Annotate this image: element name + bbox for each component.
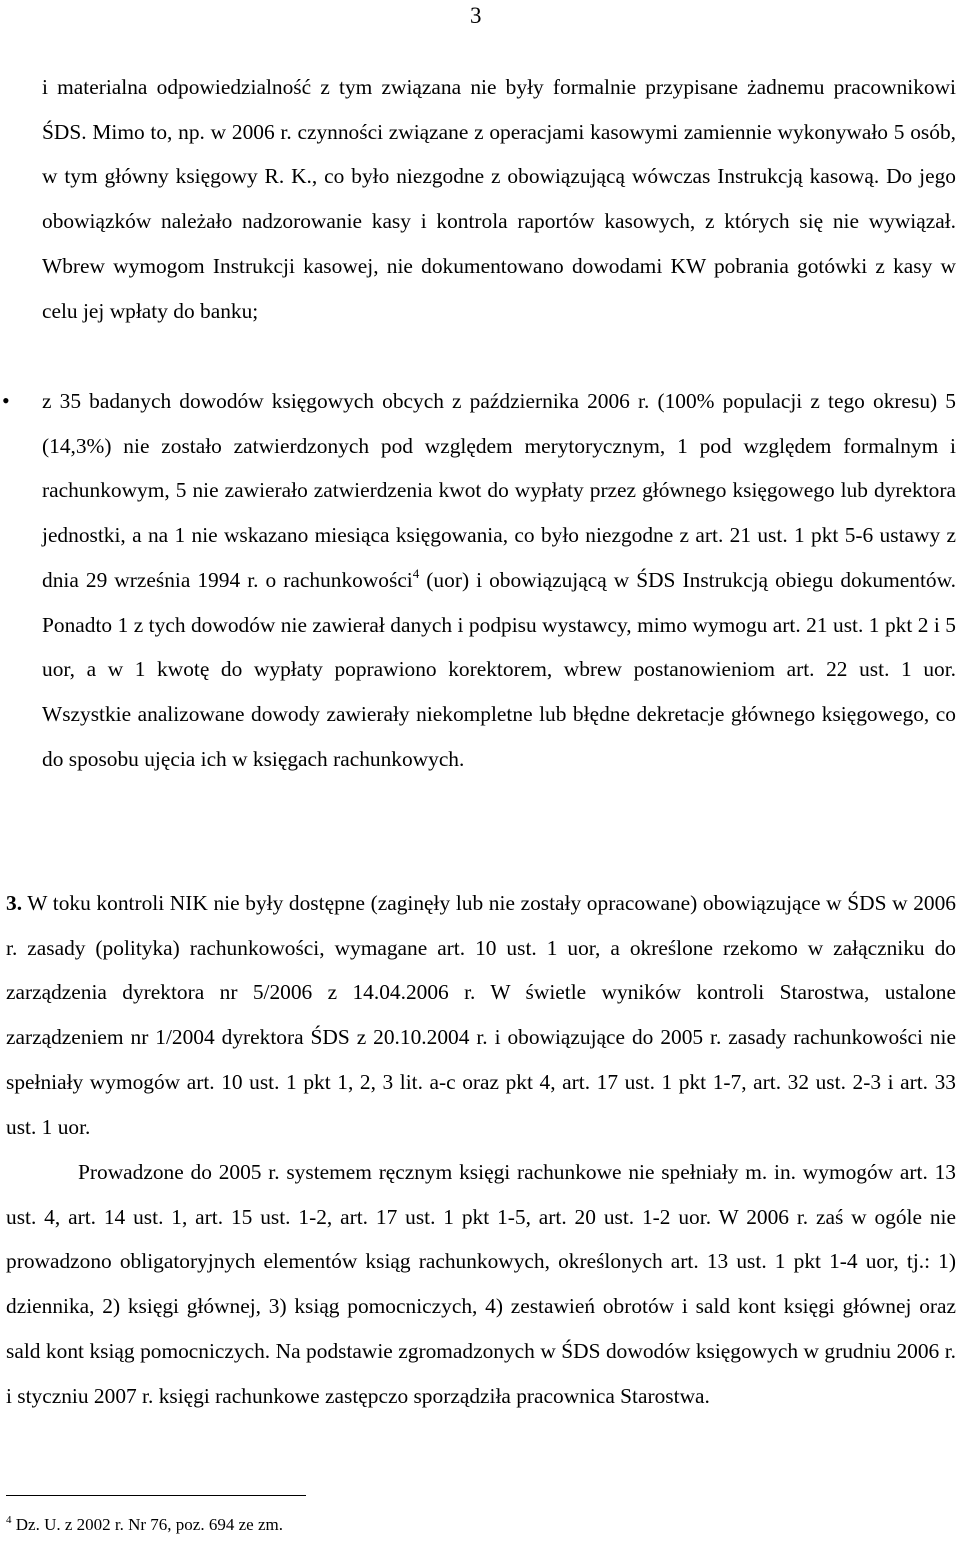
bullet-text-part-2: (uor) i obowiązującą w ŚDS Instrukcją obiegu dokumentów. Ponadto 1 z tych dowodów nie zawierał danych i podpisu wystawcy, mimo wymogu art. 21 ust. 1 pkt 2 i 5 uor, a w 1 kwotę do wypłaty poprawiono korektorem, wbrew postanowieniom art. 22 ust. 1 uor. Wszystkie analizowane dowody zawierały niekompletne lub błędne dekretacje głównego księgowego, co do sposobu ujęcia ich w księgach rachunkowych. xyxy=(42,567,956,771)
section-number: 3. xyxy=(6,891,23,915)
bullet-text-part-1: z 35 badanych dowodów księgowych obcych z października 2006 r. (100% populacji z tego okresu) 5 (14,3%) nie zostało zatwierdzonych pod względem merytorycznym, 1 pod względem formalnym i rachunkowym, 5 nie zawierało zatwierdzenia kwot do wypłaty przez głównego księgowego lub dyrektora jednostki, a na 1 nie wskazano miesiąca księgowania, co było niezgodne z art. 21 ust. 1 pkt 5-6 ustawy z dnia 29 września 1994 r. o rachunkowości xyxy=(42,389,956,592)
bullet-icon: • xyxy=(2,388,10,413)
section-3-text: W toku kontroli NIK nie były dostępne (zaginęły lub nie zostały opracowane) obowiązujące w ŚDS w 2006 r. zasady (polityka) rachunkowości, wymagane art. 10 ust. 1 uor, a określone rzekomo w załączniku do zarządzenia dyrektora nr 5/2006 z 14.04.2006 r. W świetle wyników kontroli Starostwa, ustalone zarządzeniem nr 1/2004 dyrektora ŚDS z 20.10.2004 r. i obowiązujące do 2005 r. zasady rachunkowości nie spełniały wymogów art. 10 ust. 1 pkt 1, 2, 3 lit. a-c oraz pkt 4, art. 17 ust. 1 pkt 1-7, art. 32 ust. 2-3 i art. 33 ust. 1 uor. xyxy=(6,891,956,1139)
footnote-reference[interactable]: 4 xyxy=(412,565,420,581)
section-3-paragraph xyxy=(6,881,956,1149)
footnote xyxy=(6,1513,283,1537)
paragraph-accounting-books xyxy=(6,1150,956,1418)
page-number: 3 xyxy=(470,3,482,28)
paragraph-cash-responsibility: i materialna odpowiedzialność z tym związana nie były formalnie przypisane żadnemu pracownikowi ŚDS. Mimo to, np. w 2006 r. czynności związane z operacjami kasowymi zamiennie wykonywało 5 osób, w tym główny księgowy R. K., co było niezgodne z obowiązującą wówczas Instrukcją kasową. Do jego obowiązków należało nadzorowanie kasy i kontrola raportów kasowych, z których się nie wywiązał. Wbrew wymogom Instrukcji kasowej, nie dokumentowano dowodami KW pobrania gotówki z kasy w celu jej wpłaty do banku; xyxy=(42,75,956,323)
footnote-separator xyxy=(6,1495,306,1496)
footnote-text: Dz. U. z 2002 r. Nr 76, poz. 694 ze zm. xyxy=(11,1515,283,1534)
bullet-paragraph-accounting-documents xyxy=(42,379,956,781)
paragraph-accounting-books-text: Prowadzone do 2005 r. systemem ręcznym księgi rachunkowe nie spełniały m. in. wymogów art. 13 ust. 4, art. 14 ust. 1, art. 15 ust. 1-2, art. 17 ust. 1 pkt 1-5, art. 20 ust. 1-2 uor. W 2006 r. zaś w ogóle nie prowadzono obligatoryjnych elementów ksiąg rachunkowych, określonych art. 13 ust. 1 pkt 1-4 uor, tj.: 1) dziennika, 2) księgi głównej, 3) ksiąg pomocniczych, 4) zestawień obrotów i sald kont księgi głównej oraz sald kont ksiąg pomocniczych. Na podstawie zgromadzonych w ŚDS dowodów księgowych w grudniu 2006 r. i styczniu 2007 r. księgi rachunkowe zastępczo sporządziła pracownica Starostwa. xyxy=(6,1160,956,1408)
footnote-mark: 4 xyxy=(6,1514,12,1526)
